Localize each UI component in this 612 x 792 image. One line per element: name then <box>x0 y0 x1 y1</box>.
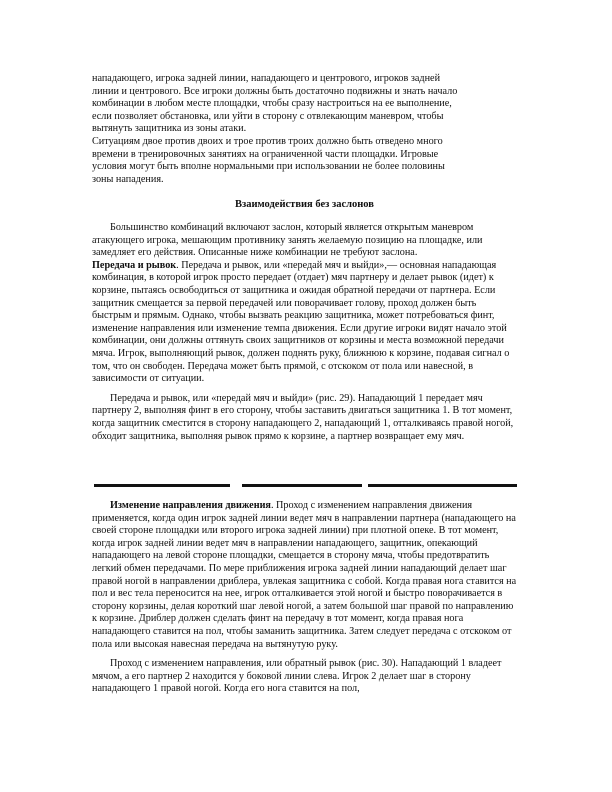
text-line: линии и центрового. Все игроки должны быть достаточно подвижны и знать начало <box>92 85 458 97</box>
pass-run-example: Передача и рывок, или «передай мяч и выйди» (рис. 29). Нападающий 1 передает мяч партнеру 2, выполняя финт в его сторону, чтобы заставить двигаться защитника 1. В тот момент, когда защитник сместится в сторону нападающего 2, нападающий 1, отталкиваясь правой ногой, обходит защитника, выполняя рывок прямо к корзине, а партнер возвращает ему мяч. <box>92 392 514 442</box>
pass-run-title: Передача и рывок <box>92 259 177 271</box>
section-body <box>92 222 517 443</box>
direction-change-title: Изменение направления движения <box>110 500 271 511</box>
text-line: зоны нападения. <box>92 173 164 185</box>
section-heading: Взаимодействия без заслонов <box>235 199 374 210</box>
text-line: комбинации в любом месте площадки, чтобы сразу настроиться на ее выполнение, <box>92 98 452 110</box>
top-paragraph <box>92 73 517 186</box>
text-line: вытянуть защитника из зоны атаки. <box>92 123 247 135</box>
direction-change-text: . Проход с изменением направления движения применяется, когда один игрок задней линии ведет мяч в направлении партнера (нападающего на своей стороне площадки или второго игрока задней линии) при плотной опеке. В тот момент, когда игрок задней линии ведет мяч в направлении нападающего, защитник, опекающий нападающего на левой стороне площадки, смещается в сторону мяча, чтобы предотвратить легкий обмен передачами. По мере приближения игрока задней линии нападающий делает шаг правой ногой в направлении дриблера, увлекая защитника с собой. Когда правая нога ставится на пол и вес тела переносится на нее, игрок отталкивается этой ногой и быстро поворачивается в сторону корзины, делая короткий шаг левой ногой, а затем большой шаг правой по направлению к корзине. Дриблер должен сделать финт на передачу в тот момент, когда правая нога нападающего ставится на пол, чтобы заманить защитника. Затем следует передача с отскоком от пола или высокая навесная передача на вытянутую руку. <box>92 500 517 650</box>
direction-change-paragraph <box>92 500 517 651</box>
text-line: времени в тренировочных занятиях на ограниченной части площадки. Игровые <box>92 148 439 160</box>
text-line: нападающего, игрока задней линии, нападающего и центрового, игроков задней <box>92 73 441 84</box>
pass-run-text: . Передача и рывок, или «передай мяч и выйди»,— основная нападающая комбинация, в которой игрок просто передает (отдает) мяч партнеру и делает рывок (идет) к корзине, пытаясь освободиться от защитника и ожидая обратной передачи от партнера. Если защитник смещается за первой передачей или поворачивает голову, проход должен быть быстрым и прямым. Однако, чтобы вызвать реакцию защитника, может потребоваться финт, изменение направления или изменение темпа движения. Если другие игроки видят начало этой комбинации, они должны оттянуть своих защитников от корзины и места возможной передачи мяча. Игрок, выполняющий рывок, должен поднять руку, ближнюю к корзине, подавая сигнал о том, что он свободен. Передача может быть прямой, с отскоком от пола или навесной, в зависимости от ситуации. <box>92 259 510 385</box>
direction-change-section <box>92 500 517 696</box>
text-line: если позволяет обстановка, или уйти в сторону с отвлекающим маневром, чтобы <box>92 110 444 122</box>
text-line: условия могут быть вполне нормальными при использовании не более половины <box>92 161 445 173</box>
pass-run-paragraph <box>92 260 517 386</box>
divider-rule <box>94 484 517 487</box>
direction-change-example: Проход с изменением направления, или обратный рывок (рис. 30). Нападающий 1 владеет мячом, а его партнер 2 находится у боковой линии слева. Игрок 2 делает шаг в сторону нападающего 1 правой ногой. Когда его нога ставится на пол, <box>92 658 502 695</box>
text-line: Ситуациям двое против двоих и трое против троих должно быть отведено много <box>92 135 443 147</box>
intro-paragraph: Большинство комбинаций включают заслон, который является открытым маневром атакующего игрока, мешающим противнику занять желаемую позицию на площадке, или замедляет его действия. Описанные ниже комбинации не требуют заслона. <box>92 222 483 259</box>
